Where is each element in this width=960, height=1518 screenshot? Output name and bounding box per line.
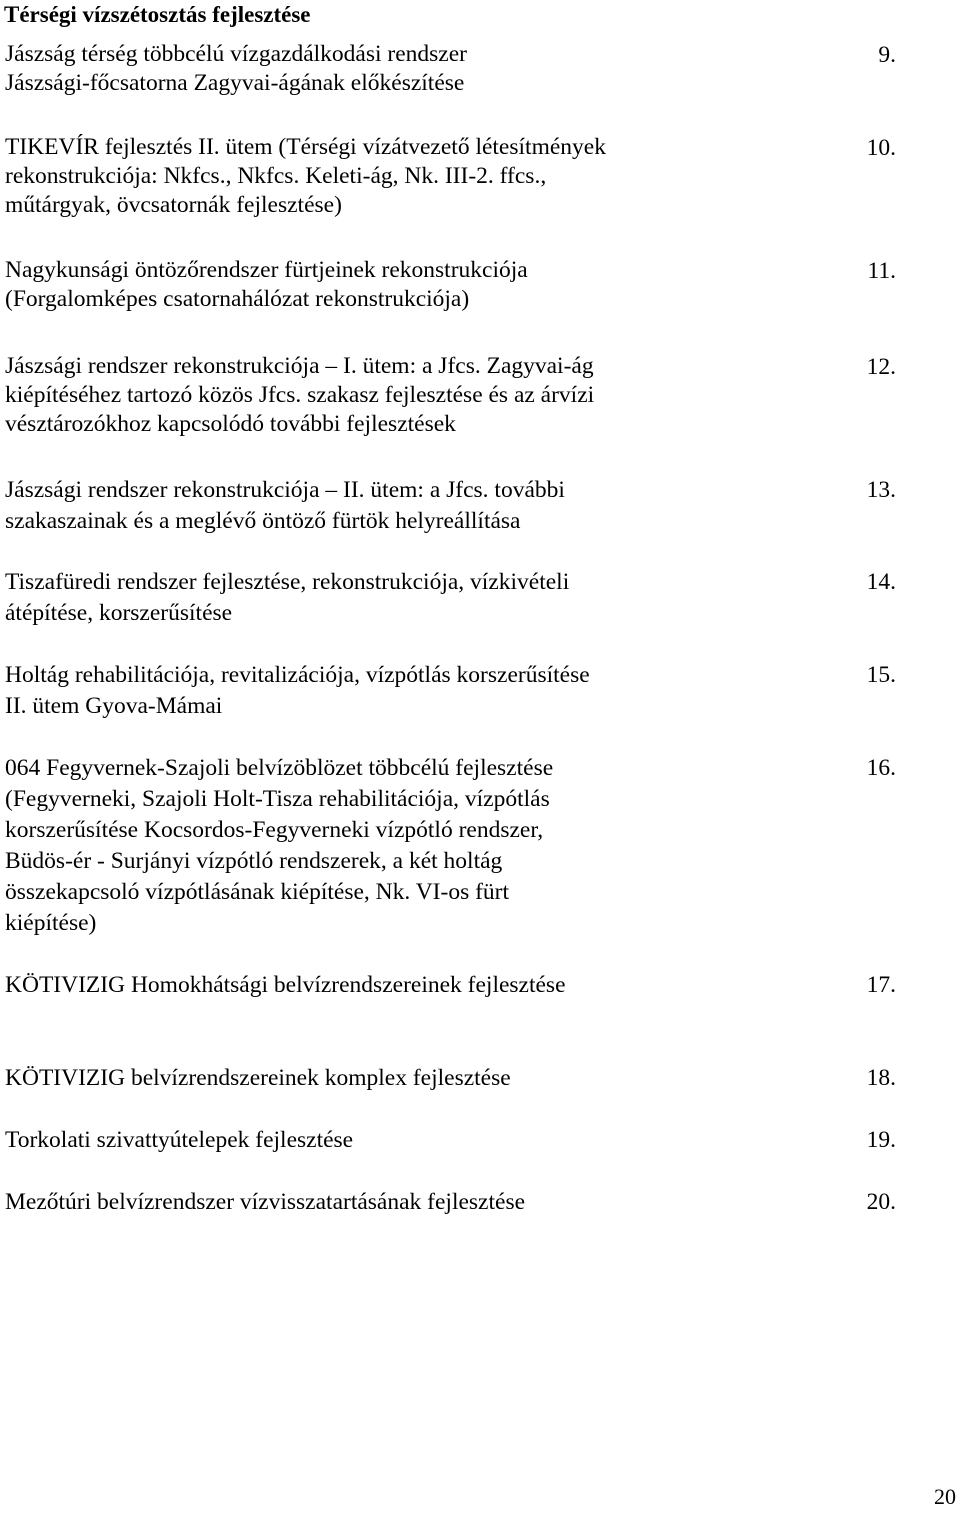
entry-title-line: Mezőtúri belvízrendszer vízvisszatartásának fejlesztése	[5, 1189, 526, 1215]
entry-title-line: kiépítése)	[5, 910, 97, 936]
entry-title-line: Jászsági rendszer rekonstrukciója – II. ütem: a Jfcs. további	[5, 477, 565, 503]
entry-title-line: Tiszafüredi rendszer fejlesztése, rekonstrukciója, vízkivételi	[5, 569, 570, 595]
entry-number: 18.	[866, 1065, 896, 1091]
entry-title-line: KÖTIVIZIG belvízrendszereinek komplex fejlesztése	[5, 1065, 511, 1091]
entry-title-line: Holtág rehabilitációja, revitalizációja, vízpótlás korszerűsítése	[5, 662, 590, 688]
entry-title	[5, 1063, 845, 1094]
entry-number: 14.	[866, 569, 896, 595]
entry-number: 11.	[867, 258, 896, 284]
entry-number: 17.	[866, 972, 896, 998]
entry-title	[5, 567, 845, 629]
entry-title-line: összekapcsoló vízpótlásának kiépítése, Nk. VI-os fürt	[5, 879, 510, 905]
entry-title	[5, 970, 845, 1001]
entry-number: 16.	[866, 755, 896, 781]
entry-number: 19.	[866, 1127, 896, 1153]
entry-title	[5, 133, 845, 220]
section-heading: Térségi vízszétosztás fejlesztése	[4, 2, 311, 27]
entry-title-line: kiépítéséhez tartozó közös Jfcs. szakasz fejlesztése és az árvízi	[5, 382, 595, 408]
entry-title-line: Nagykunsági öntözőrendszer fürtjeinek rekonstrukciója	[5, 257, 528, 283]
entry-title-line: KÖTIVIZIG Homokhátsági belvízrendszereinek fejlesztése	[5, 972, 566, 998]
entry-title-line: TIKEVÍR fejlesztés II. ütem (Térségi vízátvezető létesítmények	[5, 134, 606, 160]
entry-title-line: Torkolati szivattyútelepek fejlesztése	[5, 1127, 354, 1153]
entry-number: 12.	[866, 354, 896, 380]
entry-title	[5, 475, 845, 537]
entry-title	[5, 660, 845, 722]
entry-number: 20.	[866, 1189, 896, 1215]
entry-title	[5, 753, 845, 939]
entry-title	[5, 256, 845, 314]
entry-title-line: műtárgyak, övcsatornák fejlesztése)	[5, 192, 342, 218]
entry-title-line: (Fegyverneki, Szajoli Holt-Tisza rehabilitációja, vízpótlás	[5, 786, 550, 812]
entry-title-line: II. ütem Gyova-Mámai	[5, 693, 223, 719]
entry-title-line: vésztározókhoz kapcsolódó további fejlesztések	[5, 411, 456, 437]
entry-title	[5, 352, 845, 439]
entry-title-line: szakaszainak és a meglévő öntöző fürtök helyreállítása	[5, 508, 521, 534]
entry-title	[5, 1125, 845, 1156]
entry-title-line: Jászsági rendszer rekonstrukciója – I. ütem: a Jfcs. Zagyvai-ág	[5, 353, 594, 379]
entry-title	[5, 1187, 845, 1218]
entry-title-line: 064 Fegyvernek-Szajoli belvízöblözet többcélú fejlesztése	[5, 755, 554, 781]
entry-title-line: korszerűsítése Kocsordos-Fegyverneki vízpótló rendszer,	[5, 817, 544, 843]
entry-title-line: Büdös-ér - Surjányi vízpótló rendszerek, a két holtág	[5, 848, 503, 874]
entry-title-line: Jászság térség többcélú vízgazdálkodási rendszer	[5, 41, 467, 67]
page-number: 20	[934, 1484, 956, 1509]
entry-number: 13.	[866, 477, 896, 503]
entry-number: 10.	[866, 135, 896, 161]
entry-title-line: Jászsági-főcsatorna Zagyvai-ágának előkészítése	[5, 70, 465, 96]
entry-number: 9.	[878, 42, 896, 68]
entry-title-line: rekonstrukciója: Nkfcs., Nkfcs. Keleti-ág, Nk. III-2. ffcs.,	[5, 163, 547, 189]
entry-title-line: átépítése, korszerűsítése	[5, 600, 233, 626]
entry-number: 15.	[866, 662, 896, 688]
entry-title	[5, 40, 845, 98]
entry-title-line: (Forgalomképes csatornahálózat rekonstrukciója)	[5, 286, 470, 312]
